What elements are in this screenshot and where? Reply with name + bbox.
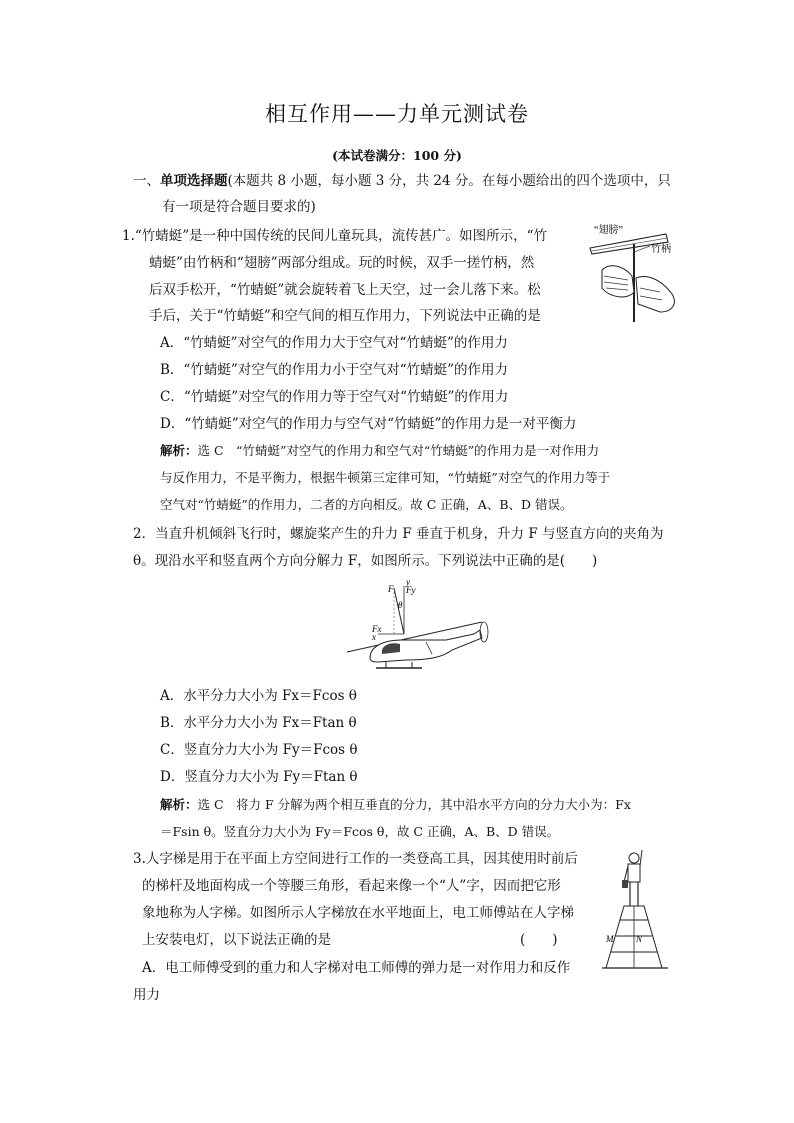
axis-x-label: x — [372, 632, 376, 642]
q1-line-2: 蜻蜓”由竹柄和“翅膀”两部分组成。玩的时候，双手一搓竹柄，然 — [149, 255, 535, 271]
q2-analysis-text: 选 C 将力 F 分解为两个相互垂直的分力，其中沿水平方向的分力大小为：Fx — [197, 797, 631, 812]
section-intro: (本题共 8 小题，每小题 3 分，共 24 分。在每小题给出的四个选项中，只 — [227, 173, 671, 189]
q3-line-1: 3.人字梯是用于在平面上方空间进行工作的一类登高工具，因其使用时前后 — [133, 851, 578, 867]
ladder-figure — [598, 848, 670, 972]
q1-option-a: A．“竹蜻蜓”对空气的作用力大于空气对“竹蜻蜓”的作用力 — [160, 335, 508, 351]
force-F-label: F — [388, 584, 394, 594]
q1-analysis-1 — [160, 443, 599, 459]
handle-label: 竹柄 — [651, 244, 671, 255]
q2-option-d: D．竖直分力大小为 Fy＝Ftan θ — [160, 769, 358, 785]
q1-line-4: 手后，关于“竹蜻蜓”和空气间的相互作用力，下列说法中正确的是 — [149, 308, 541, 324]
q2-analysis-1 — [160, 797, 631, 813]
q3-line-3: 象地称为人字梯。如图所示人字梯放在水平地面上，电工师傅站在人字梯 — [142, 905, 574, 921]
q2-option-b: B．水平分力大小为 Fx＝Ftan θ — [160, 715, 357, 731]
q2-option-c: C．竖直分力大小为 Fy＝Fcos θ — [160, 742, 358, 758]
section-title: 单项选择题 — [160, 173, 228, 189]
q2-analysis-2: ＝Fsin θ。竖直分力大小为 Fy＝Fcos θ，故 C 正确，A、B、D 错误。 — [160, 824, 560, 839]
q1-analysis-text: 选 C “竹蜻蜓”对空气的作用力和空气对“竹蜻蜓”的作用力是一对作用力 — [197, 443, 600, 458]
q2-line-2: θ。现沿水平和竖直两个方向分解力 F，如图所示。下列说法中正确的是( ) — [133, 553, 598, 569]
q1-analysis-3: 空气对“竹蜻蜓”的作用力，二者的方向相反。故 C 正确，A、B、D 错误。 — [160, 497, 573, 512]
page-title: 相互作用——力单元测试卷 — [265, 102, 529, 126]
q1-line-3: 后双手松开，“竹蜻蜓”就会旋转着飞上天空，过一会儿落下来。松 — [149, 282, 541, 298]
q1-line-1: 1.“竹蜻蜓”是一种中国传统的民间儿童玩具，流传甚广。如图所示，“竹 — [122, 228, 548, 244]
force-Fy-label: Fy — [406, 585, 416, 595]
q1-analysis-2: 与反作用力，不是平衡力，根据牛顿第三定律可知，“竹蜻蜓”对空气的作用力等于 — [160, 470, 611, 485]
q3-answer-blank: ( ) — [520, 932, 558, 948]
q2-line-1: 2．当直升机倾斜飞行时，螺旋桨产生的升力 F 垂直于机身，升力 F 与竖直方向的夹角为 — [133, 526, 664, 542]
q1-option-d: D．“竹蜻蜓”对空气的作用力与空气对“竹蜻蜓”的作用力是一对平衡力 — [160, 416, 577, 432]
axis-y-label: y — [406, 578, 410, 587]
section-prefix: 一、 — [133, 173, 160, 189]
point-M-label: M — [606, 934, 614, 944]
q3-option-a-cont: 用力 — [133, 987, 160, 1003]
force-Fx-label: Fx — [372, 624, 382, 634]
q3-line-2: 的梯杆及地面构成一个等腰三角形，看起来像一个“人”字，因而把它形 — [142, 878, 561, 894]
q3-line-4: 上安装电灯，以下说法正确的是 — [142, 932, 331, 948]
q1-analysis-label: 解析： — [160, 443, 198, 458]
angle-theta-label: θ — [398, 600, 403, 610]
q2-analysis-label: 解析： — [160, 797, 198, 812]
page-subtitle: (本试卷满分：100 分) — [332, 148, 462, 163]
q1-option-c: C．“竹蜻蜓”对空气的作用力等于空气对“竹蜻蜓”的作用力 — [160, 389, 509, 405]
section-intro-cont: 有一项是符合题目要求的) — [162, 199, 316, 215]
q1-option-b: B．“竹蜻蜓”对空气的作用力小于空气对“竹蜻蜓”的作用力 — [160, 362, 509, 378]
q3-option-a: A．电工师傅受到的重力和人字梯对电工师傅的弹力是一对作用力和反作 — [142, 960, 571, 976]
point-N-label: N — [636, 934, 643, 944]
q2-option-a: A．水平分力大小为 Fx＝Fcos θ — [160, 688, 357, 704]
helicopter-figure — [342, 578, 494, 678]
section-heading — [133, 173, 671, 189]
bamboo-dragonfly-figure — [588, 222, 688, 322]
wing-label: “翅膀” — [594, 225, 623, 236]
